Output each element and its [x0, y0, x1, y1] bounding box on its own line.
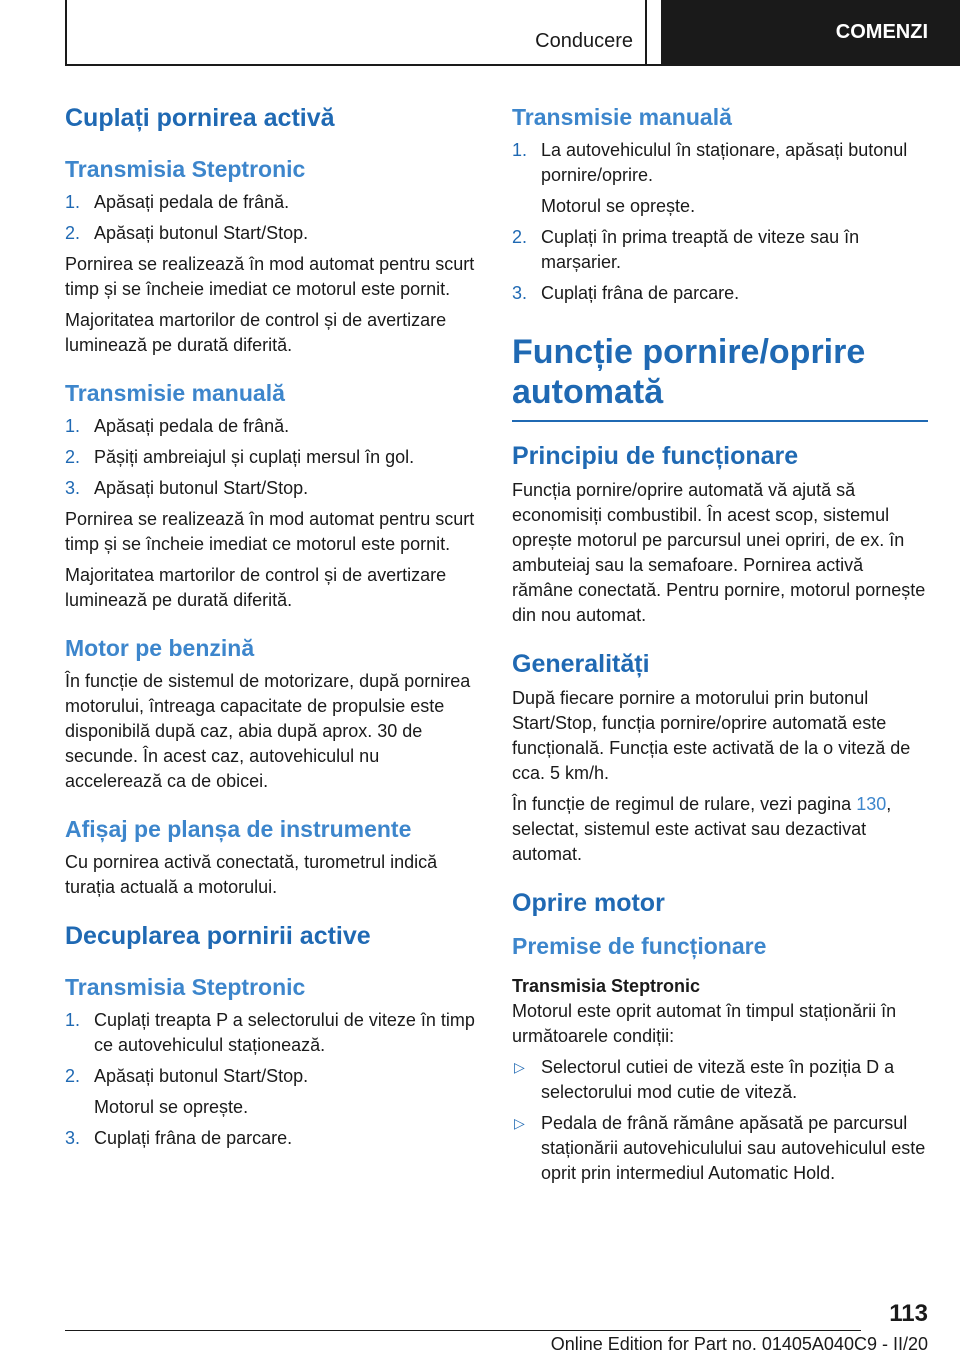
list-item	[65, 1064, 480, 1120]
step-number: 1.	[65, 192, 81, 212]
manual-steps	[65, 414, 480, 501]
paragraph: După fiecare pornire a motorului prin butonul Start/Stop, funcția pornire/oprire automată este funcțională. Funcția este activată de la o viteză de cca. 5 km/h.	[512, 688, 911, 783]
list-item	[65, 414, 480, 439]
paragraph: Pornirea se realizează în mod automat pentru scurt timp și se încheie imediat ce motorul este pornit.	[65, 509, 475, 554]
header-tab-label: COMENZI	[835, 20, 928, 43]
section-title-principiu: Principiu de funcționare	[512, 442, 799, 470]
list-item	[65, 1126, 480, 1151]
step-number: 1.	[65, 1010, 81, 1030]
list-item	[512, 281, 928, 306]
step-number: 3.	[512, 283, 528, 303]
list-item	[512, 1055, 928, 1105]
text-fragment: În funcție de regimul de rulare, vezi pagina	[512, 794, 857, 814]
page-number: 113	[889, 1300, 928, 1327]
section-title-cuplati: Cuplați pornirea activă	[65, 104, 335, 132]
step-text: Apăsați butonul Start/Stop.	[94, 223, 309, 243]
step-number: 2.	[65, 223, 81, 243]
step-text: Pășiți ambreiajul și cuplați mersul în gol.	[94, 447, 415, 467]
step-note: Motorul se oprește.	[541, 196, 696, 216]
step-text: Apăsați butonul Start/Stop.	[94, 1066, 309, 1086]
list-item	[512, 1111, 928, 1186]
subsection-steptronic: Transmisia Steptronic	[65, 156, 306, 182]
chapter-title-rule	[512, 420, 928, 422]
list-item	[512, 225, 928, 275]
step-text: Cuplați frâna de parcare.	[94, 1128, 293, 1148]
step-text: Apăsați pedala de frână.	[94, 192, 290, 212]
text-fragment: , selectat, sistemul este activat sau dezactivat automat.	[512, 794, 892, 864]
footer-rule	[65, 1330, 861, 1331]
subsection-afisaj: Afișaj pe planșa de instrumente	[65, 816, 412, 842]
subsection-manual: Transmisie manuală	[65, 380, 285, 406]
list-item	[65, 190, 480, 215]
label-steptronic: Transmisia Steptronic	[512, 976, 701, 996]
chapter-title: Funcție pornire/oprire automată	[512, 333, 866, 411]
decuplare-steps	[65, 1008, 480, 1151]
paragraph: Majoritatea martorilor de control și de avertizare luminează pe durată diferită.	[65, 565, 447, 610]
bullet-text: Selectorul cutiei de viteză este în poziția D a selectorului mod cutie de viteză.	[541, 1057, 895, 1102]
list-item	[65, 445, 480, 470]
paragraph: Motorul este oprit automat în timpul staționării în următoarele condiții:	[512, 1001, 897, 1046]
subsection-right-manual: Transmisie manuală	[512, 104, 732, 130]
header-section-label: Conducere	[535, 30, 633, 52]
step-number: 3.	[65, 478, 81, 498]
step-text: Cuplați în prima treaptă de viteze sau în marșarier.	[541, 227, 860, 272]
right-column	[512, 90, 928, 1192]
step-note: Motorul se oprește.	[94, 1097, 249, 1117]
list-item	[65, 221, 480, 246]
step-number: 3.	[65, 1128, 81, 1148]
header-section-box	[65, 0, 647, 64]
paragraph: Funcția pornire/oprire automată vă ajută să economisiți combustibil. În acest scop, sistemul oprește motorul pe parcursul unei opriri, de ex. în ambuteiaj sau la semafoare. Pornirea activă rămâne conectată. Pentru pornire, motorul pornește din nou automat.	[512, 480, 926, 625]
step-text: Cuplați frâna de parcare.	[541, 283, 740, 303]
step-number: 1.	[65, 416, 81, 436]
right-manual-steps	[512, 138, 928, 306]
list-item	[65, 476, 480, 501]
step-number: 2.	[65, 447, 81, 467]
paragraph: Cu pornirea activă conectată, turometrul indică turația actuală a motorului.	[65, 852, 438, 897]
section-title-decuplare: Decuplarea pornirii active	[65, 922, 371, 950]
list-item	[512, 138, 928, 219]
header-tab[interactable]	[661, 0, 960, 64]
step-text: La autovehiculul în staționare, apăsați butonul pornire/oprire.	[541, 140, 908, 185]
step-number: 1.	[512, 140, 528, 160]
subsection-decuplare-steptronic: Transmisia Steptronic	[65, 974, 306, 1000]
footer-edition: Online Edition for Part no. 01405A040C9 - II/20	[550, 1334, 928, 1354]
triangle-bullet-icon: ▷	[514, 1115, 525, 1131]
page-link[interactable]: 130	[856, 794, 887, 814]
section-title-generalitati: Generalități	[512, 650, 650, 678]
step-number: 2.	[65, 1066, 81, 1086]
paragraph: Majoritatea martorilor de control și de avertizare luminează pe durată diferită.	[65, 310, 447, 355]
triangle-bullet-icon: ▷	[514, 1059, 525, 1075]
step-number: 2.	[512, 227, 528, 247]
step-text: Cuplați treapta P a selectorului de viteze în timp ce autovehiculul staționează.	[94, 1010, 475, 1055]
paragraph: Pornirea se realizează în mod automat pentru scurt timp și se încheie imediat ce motorul este pornit.	[65, 254, 475, 299]
step-text: Apăsați butonul Start/Stop.	[94, 478, 309, 498]
left-column	[65, 90, 480, 1157]
steptronic-steps	[65, 190, 480, 246]
subsection-premise: Premise de funcționare	[512, 933, 767, 959]
paragraph: În funcție de sistemul de motorizare, după pornirea motorului, întreaga capacitate de propulsie este disponibilă după caz, abia după aprox. 30 de secunde. În acest caz, autovehiculul nu accelerează ca de obicei.	[65, 671, 471, 791]
list-item	[65, 1008, 480, 1058]
conditions-list	[512, 1055, 928, 1186]
subsection-benzina: Motor pe benzină	[65, 635, 255, 661]
header-rule	[65, 64, 960, 66]
section-title-oprire: Oprire motor	[512, 889, 665, 917]
step-text: Apăsați pedala de frână.	[94, 416, 290, 436]
paragraph-with-link	[512, 792, 928, 867]
bullet-text: Pedala de frână rămâne apăsată pe parcursul staționării autovehiculului sau autovehiculul este oprit prin intermediul Automatic Hold.	[541, 1113, 926, 1183]
